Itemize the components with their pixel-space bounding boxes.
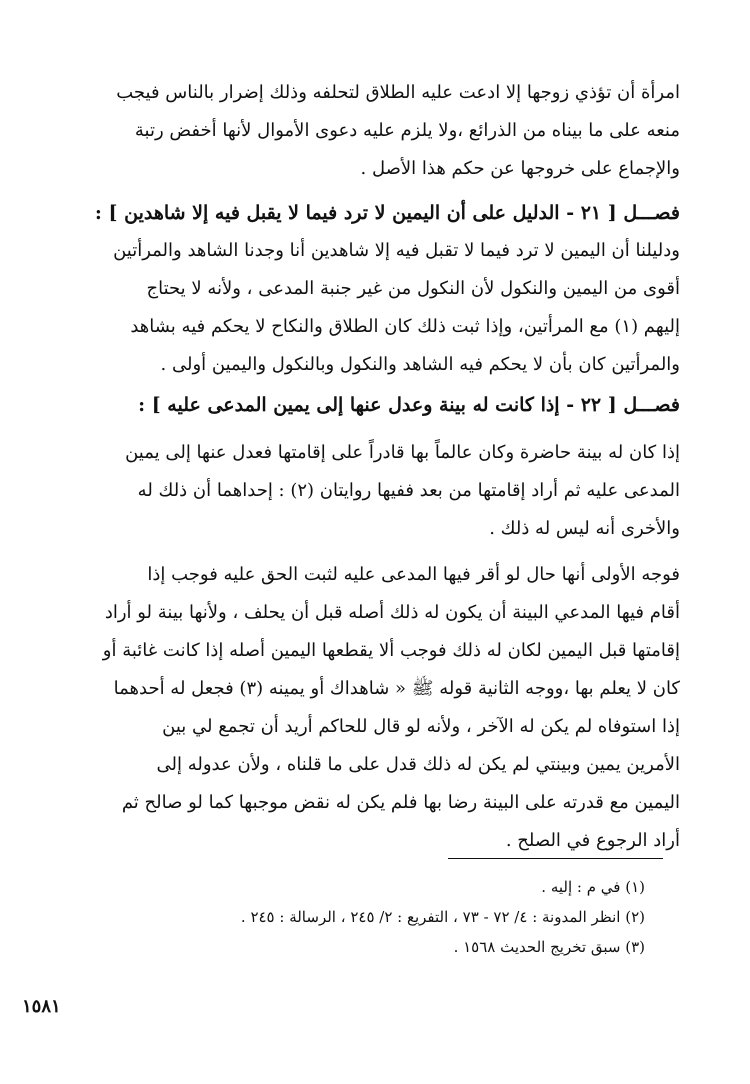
text-line: إليهم (١) مع المرأتين، وإذا ثبت ذلك كان الطلاق والنكاح لا يحكم فيه بشاهد [130,316,680,337]
text-line: المدعى عليه ثم أراد إقامتها من بعد ففيها روايتان (٢) : إحداهما أن ذلك له [137,480,680,501]
text-line: أقوى من اليمين والنكول لأن النكول من غير جنبة المدعى ، ولأنه لا يحتاج [146,278,680,299]
intro-paragraph [70,74,680,188]
text-line: أقام فيها المدعي البينة أن يكون له ذلك أصله قبل أن يحلف ، ولأنها بينة لو أراد [104,602,680,623]
text-line: ودليلنا أن اليمين لا ترد فيما لا تقبل فيه إلا شاهدين أنا وجدنا الشاهد والمرأتين [113,240,680,261]
text-line: منعه على ما بيناه من الذرائع ،ولا يلزم عليه دعوى الأموال لأنها أخفض رتبة [134,120,680,141]
text-line: والإجماع على خروجها عن حكم هذا الأصل . [360,158,680,179]
section-22 [70,386,680,548]
argument-paragraph [70,556,680,860]
text-line: والمرأتين كان بأن لا يحكم فيه الشاهد والنكول وبالنكول واليمين أولى . [160,354,680,375]
footnote-2: (٢) انظر المدونة : ٤/ ٧٢ - ٧٣ ، التفريع : ٢/ ٢٤٥ ، الرسالة : ٢٤٥ . [240,908,645,926]
text-line: أراد الرجوع في الصلح . [505,830,680,851]
text-line: امرأة أن تؤذي زوجها إلا ادعت عليه الطلاق لتحلفه وذلك إضرار بالناس فيجب [116,82,680,103]
section-21-heading: فصـــل [ ٢١ - الدليل على أن اليمين لا ترد فيما لا يقبل فيه إلا شاهدين ] : [94,202,680,224]
text-line: اليمين مع قدرته على البينة رضا بها فلم يكن له نقض موجبها كما لو صالح ثم [121,792,680,813]
text-line: إذا استوفاه لم يكن له الآخر ، ولأنه لو قال للحاكم أريد أن تجمع لي بين [162,716,680,737]
footnotes [90,872,645,962]
text-line: إقامتها قبل اليمين لكان له ذلك فوجب ألا يقطعها اليمين أصله إذا كانت غائبة أو [102,640,680,661]
footnote-3: (٣) سبق تخريج الحديث ١٥٦٨ . [453,938,645,956]
section-22-heading: فصـــل [ ٢٢ - إذا كانت له بينة وعدل عنها إلى يمين المدعى عليه ] : [138,394,680,416]
text-line: فوجه الأولى أنها حال لو أقر فيها المدعى عليه لثبت الحق عليه فوجب إذا [147,564,680,585]
page-number: ١٥٨١ [22,996,61,1017]
text-line: والأخرى أنه ليس له ذلك . [489,518,680,539]
footnote-1: (١) في م : إليه . [541,878,645,896]
text-line: الأمرين يمين وبينتي لم يكن له ذلك قدل على ما قلناه ، ولأن عدوله إلى [156,754,680,775]
footnote-divider [448,858,663,859]
text-line: إذا كان له بينة حاضرة وكان عالماً بها قادراً على إقامتها فعدل عنها إلى يمين [125,442,680,463]
text-line: كان لا يعلم بها ،ووجه الثانية قوله ﷺ « شاهداك أو يمينه (٣) فجعل له أحدهما [113,678,680,699]
section-21 [70,194,680,384]
